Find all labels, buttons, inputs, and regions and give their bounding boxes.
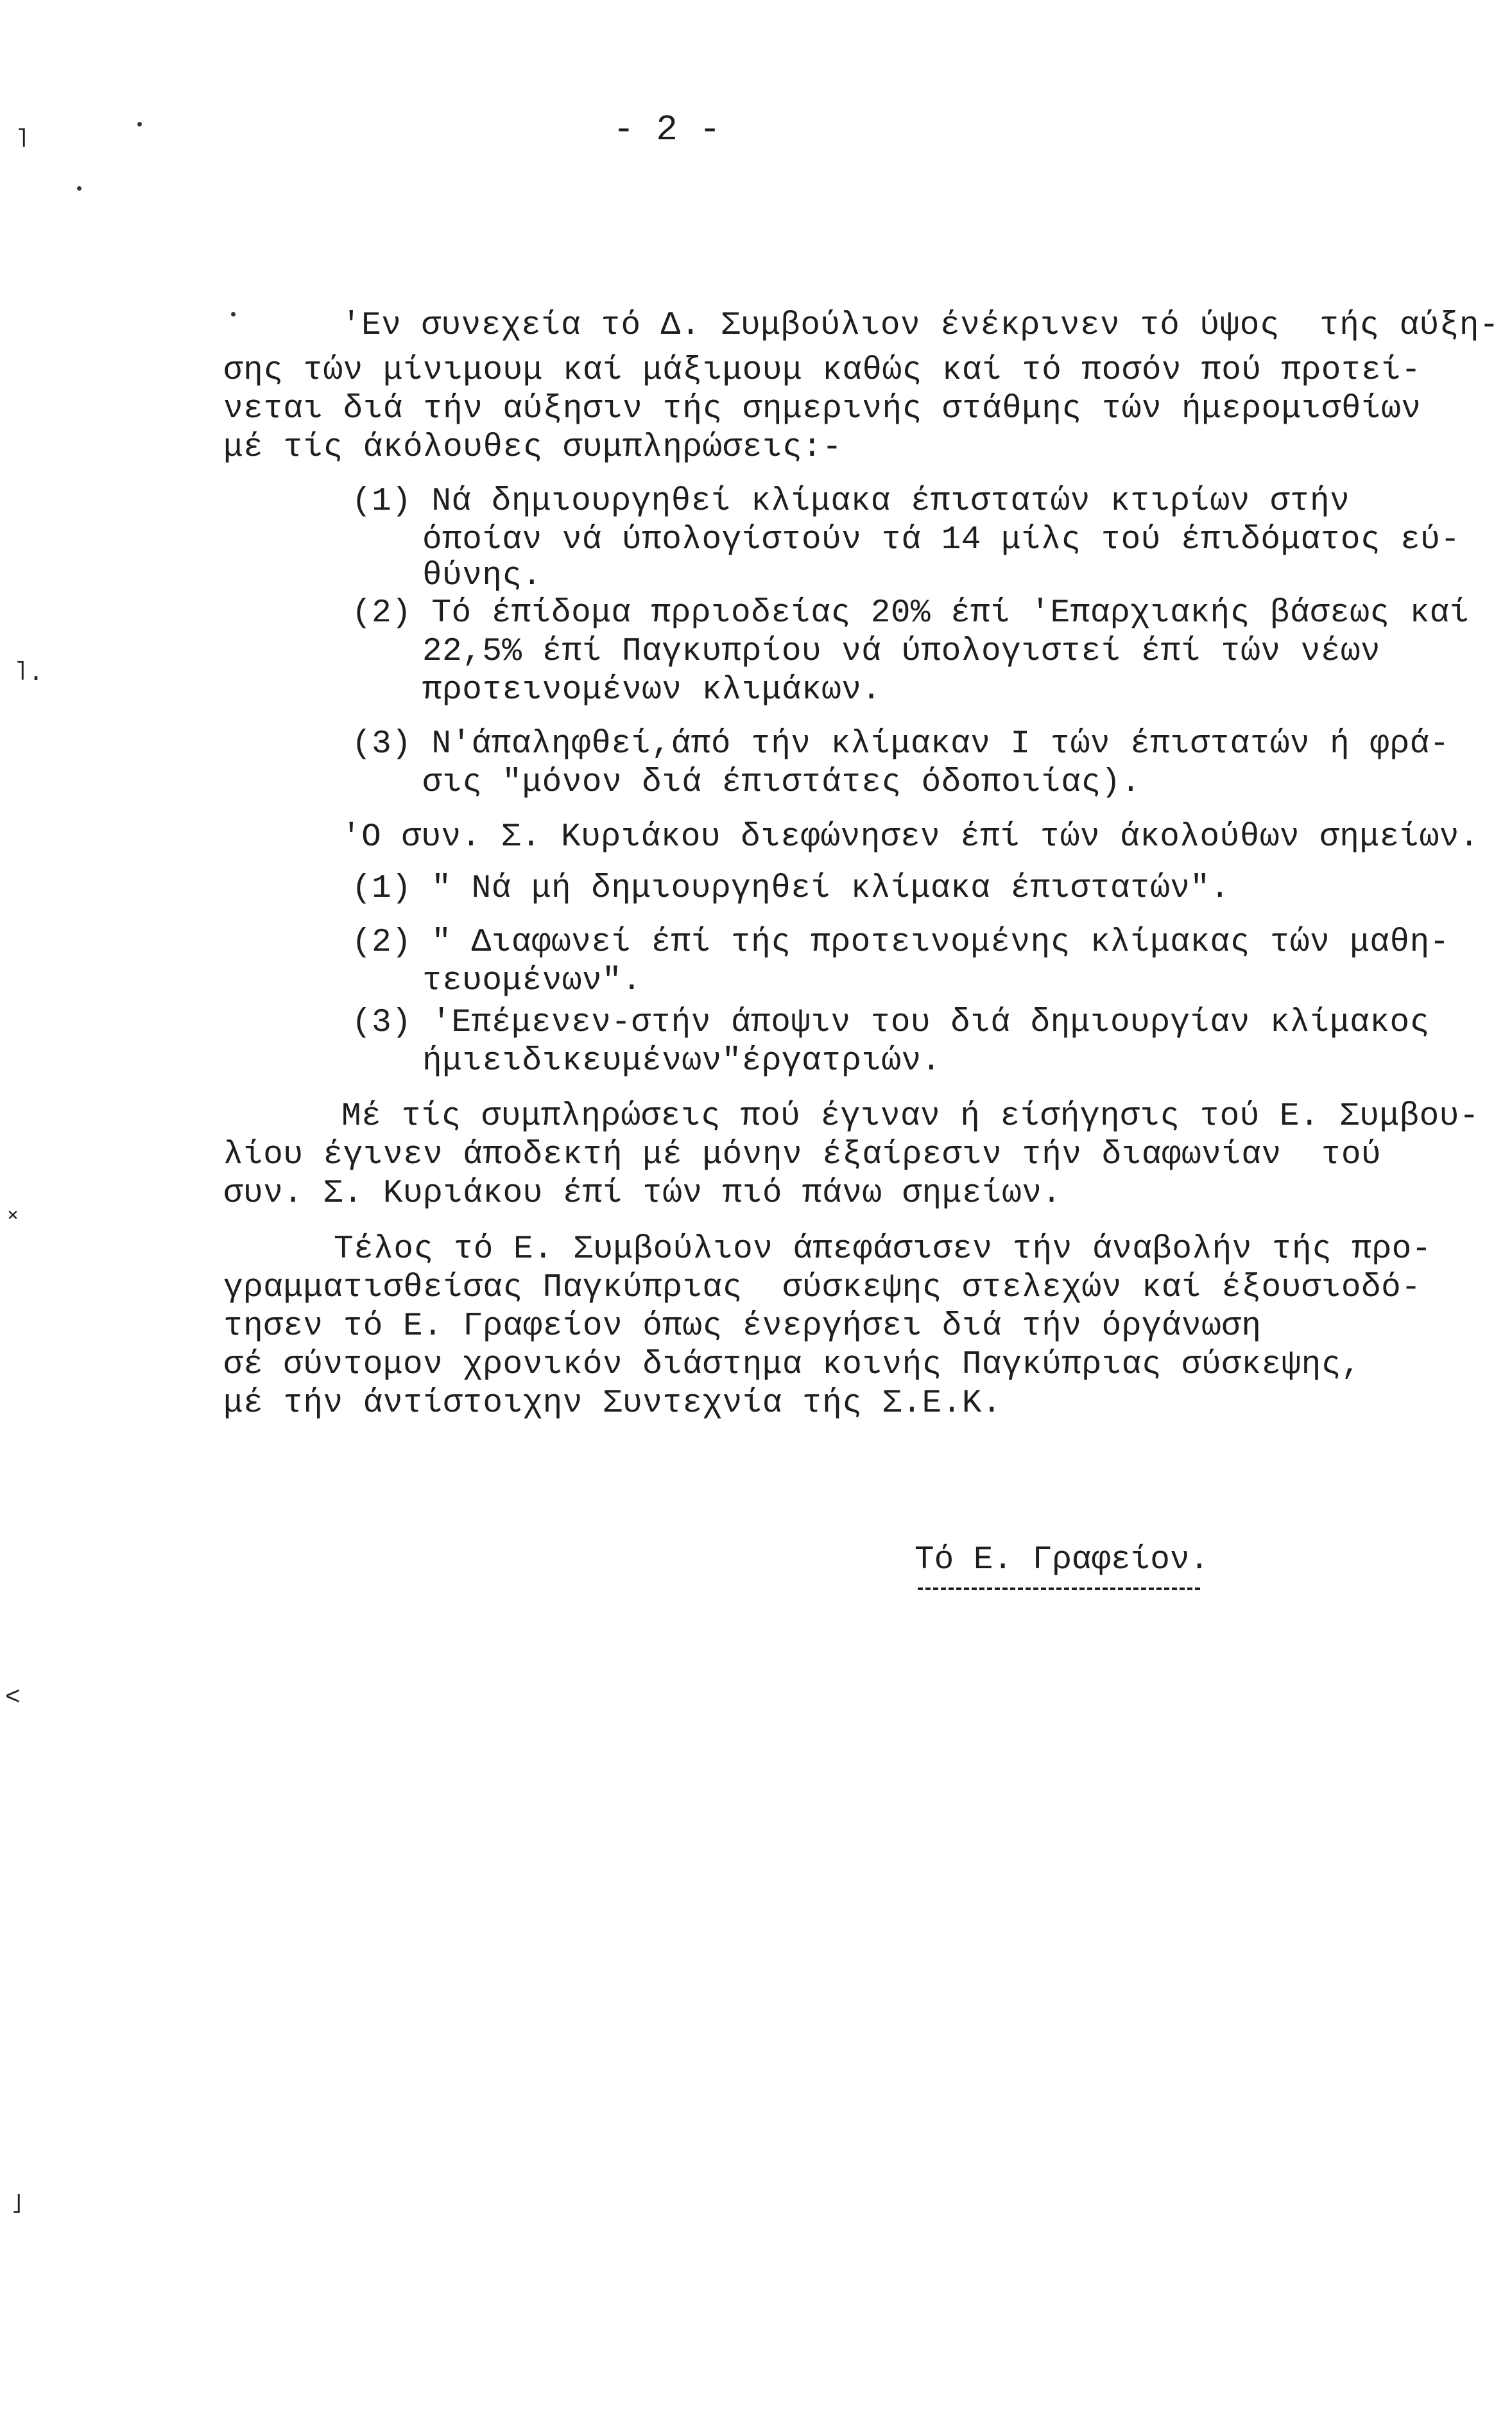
text-line: νεται διά τήν αύξησιν τής σημερινής στάθμης τών ήμερομισθίων: [223, 391, 1422, 428]
list-item-line: (2) Τό έπίδομα πρριοδείας 20% έπί 'Επαρχιακής βάσεως καί: [352, 595, 1470, 632]
list-item-line: προτεινομένων κλιμάκων.: [422, 672, 882, 709]
scan-mark: ˟: [5, 1209, 21, 1238]
text-line: 'Εν συνεχεία τό Δ. Συμβούλιον ένέκρινεν τό ύψος τής αύξη-: [341, 307, 1500, 344]
text-line: μέ τίς άκόλουθες συμπληρώσεις:-: [223, 429, 843, 466]
list-item-line: 22,5% έπί Παγκυπρίου νά ύπολογιστεί έπί τών νέων: [422, 634, 1381, 670]
text-line: σης τών μίνιμουμ καί μάξιμουμ καθώς καί τό ποσόν πού προτεί-: [223, 352, 1422, 389]
signature: Τό Ε. Γραφείον.: [915, 1542, 1210, 1579]
list-item-line: ήμιειδικευμένων"έργατριών.: [422, 1043, 941, 1080]
text-line: μέ τήν άντίστοιχην Συντεχνία τής Σ.Ε.Κ.: [223, 1385, 1002, 1422]
list-item-line: τευομένων".: [422, 963, 642, 999]
scan-mark: ˩: [9, 2192, 25, 2221]
list-item-line: θύνης.: [422, 558, 542, 594]
list-item-line: (2) " Διαφωνεί έπί τής προτεινομένης κλίμακας τών μαθη-: [352, 924, 1450, 961]
list-item-line: σις "μόνον διά έπιστάτες όδοποιίας).: [422, 765, 1141, 801]
scan-mark: ˂: [5, 1684, 21, 1713]
text-line: 'Ο συν. Σ. Κυριάκου διεφώνησεν έπί τών άκολούθων σημείων.: [341, 819, 1479, 856]
list-item-line: όποίαν νά ύπολογίστούν τά 14 μίλς τού έπιδόματος εύ-: [422, 522, 1461, 558]
text-line: συν. Σ. Κυριάκου έπί τών πιό πάνω σημείων.: [223, 1175, 1062, 1212]
text-line: Μέ τίς συμπληρώσεις πού έγιναν ή είσήγησις τού Ε. Συμβου-: [341, 1098, 1479, 1135]
list-item-line: (3) 'Επέμενεν-στήν άποψιν του διά δημιουργίαν κλίμακος: [352, 1005, 1430, 1041]
text-line: Τέλος τό Ε. Συμβούλιον άπεφάσισεν τήν άναβολήν τής προ-: [334, 1231, 1432, 1268]
list-item-line: (1) Νά δημιουργηθεί κλίμακα έπιστατών κτιρίων στήν: [352, 483, 1350, 520]
signature-underline: [918, 1588, 1200, 1590]
scan-mark: ˥: [14, 126, 30, 155]
text-line: σέ σύντομον χρονικόν διάστημα κοινής Παγκύπριας σύσκεψης,: [223, 1347, 1361, 1383]
list-item-line: (3) Ν'άπαληφθεί,άπό τήν κλίμακαν Ι τών έπιστατών ή φρά-: [352, 726, 1450, 763]
page-number: - 2 -: [613, 109, 721, 150]
scan-dot: [137, 122, 142, 126]
list-item-line: (1) " Νά μή δημιουργηθεί κλίμακα έπιστατών".: [352, 870, 1230, 907]
scan-mark: ˥.: [13, 659, 44, 688]
text-line: γραμματισθείσας Παγκύπριας σύσκεψης στελεχών καί έξουσιοδό-: [223, 1270, 1422, 1306]
scan-dot: [231, 312, 236, 316]
text-line: τησεν τό Ε. Γραφείον όπως ένεργήσει διά τήν όργάνωση: [223, 1308, 1262, 1345]
text-line: λίου έγινεν άποδεκτή μέ μόνην έξαίρεσιν τήν διαφωνίαν τού: [223, 1137, 1382, 1173]
scan-dot: [77, 186, 82, 191]
